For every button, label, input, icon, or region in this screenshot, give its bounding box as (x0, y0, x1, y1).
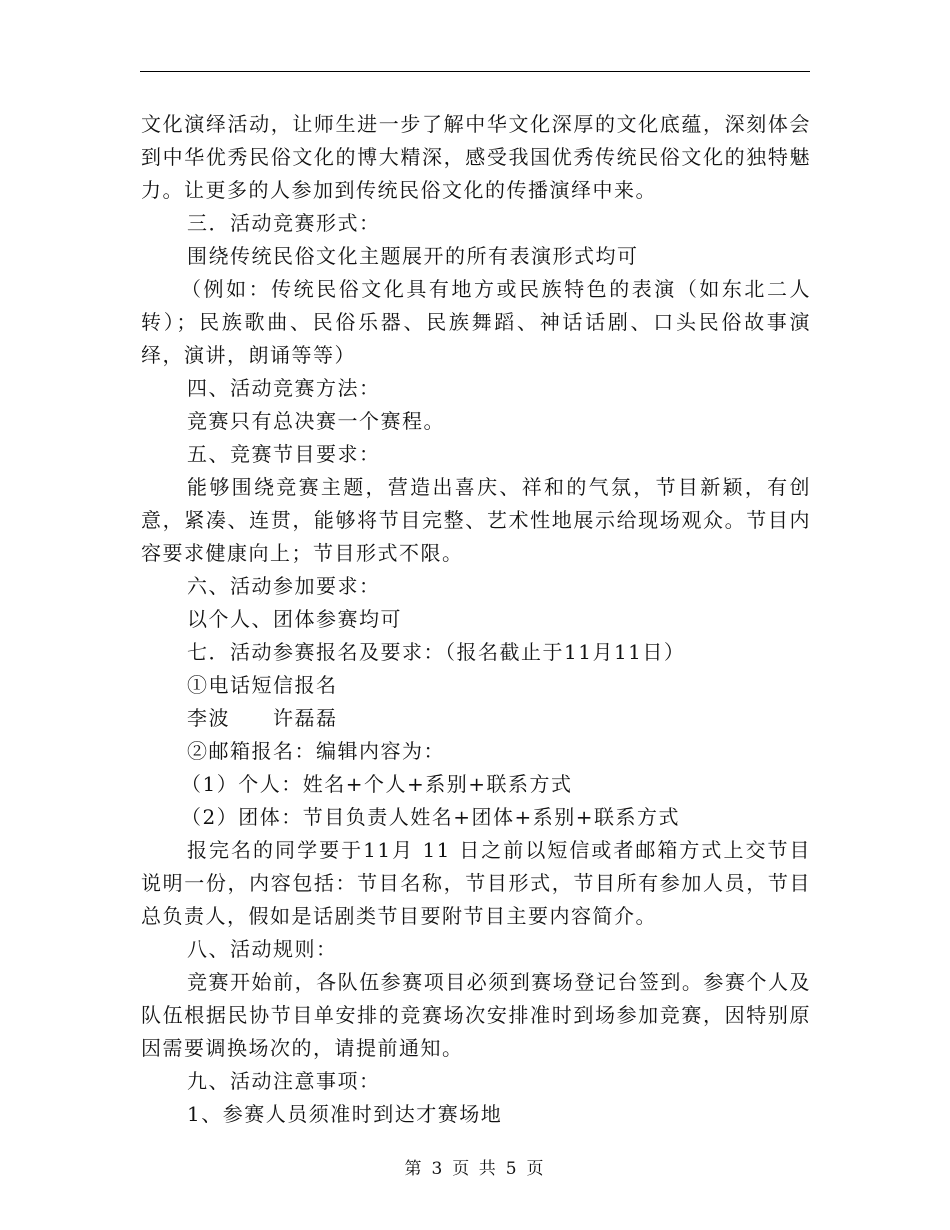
total-pages-number: 5 (505, 1159, 519, 1179)
section-heading-4: 四、活动竞赛方法： (187, 376, 381, 400)
body-paragraph: 围绕传统民俗文化主题展开的所有表演形式均可 (187, 244, 639, 268)
section-heading-6: 六、活动参加要求： (187, 574, 381, 598)
section-heading-3: 三．活动竞赛形式： (187, 211, 381, 235)
page-label-suffix: 页 (526, 1159, 546, 1179)
list-item: （2）团体：节目负责人姓名+团体+系别+联系方式 (181, 805, 680, 829)
body-paragraph: （例如：传统民俗文化具有地方或民族特色的表演（如东北二人转）；民族歌曲、民俗乐器、民族舞蹈、神话话剧、口头民俗故事演绎，演讲，朗诵等等） (141, 277, 811, 367)
body-paragraph: 竞赛只有总决赛一个赛程。 (187, 409, 445, 433)
contact-names: 李波 许磊磊 (187, 706, 338, 730)
section-heading-8: 八、活动规则： (187, 937, 338, 961)
body-paragraph: 竞赛开始前，各队伍参赛项目必须到赛场登记台签到。参赛个人及队伍根据民协节目单安排的竞赛场次安排准时到场参加竞赛，因特别原因需要调换场次的，请提前通知。 (141, 970, 811, 1060)
list-item: 1、参赛人员须准时到达才赛场地 (187, 1102, 503, 1126)
list-item: ②邮箱报名：编辑内容为： (187, 739, 445, 763)
body-paragraph: 能够围绕竞赛主题，营造出喜庆、祥和的气氛，节目新颖，有创意，紧凑、连贯，能够将节目完整、艺术性地展示给现场观众。节目内容要求健康向上；节目形式不限。 (141, 475, 811, 565)
section-heading-9: 九、活动注意事项： (187, 1069, 381, 1093)
list-item: （1）个人：姓名+个人+系别+联系方式 (181, 772, 573, 796)
section-heading-5: 五、竞赛节目要求： (187, 442, 381, 466)
page-label-mid: 页 共 (452, 1159, 498, 1179)
header-rule (140, 71, 810, 72)
body-paragraph: 报完名的同学要于11月 11 日之前以短信或者邮箱方式上交节目说明一份，内容包括：节目名称，节目形式，节目所有参加人员，节目总负责人，假如是话剧类节目要附节目主要内容简介。 (141, 838, 811, 928)
page-footer (0, 1154, 950, 1179)
current-page-number: 3 (431, 1159, 445, 1179)
document-body (141, 108, 811, 1131)
page-label-prefix: 第 (404, 1159, 424, 1179)
section-heading-7: 七．活动参赛报名及要求：（报名截止于11月11日） (187, 640, 686, 664)
body-paragraph: 文化演绎活动，让师生进一步了解中华文化深厚的文化底蕴，深刻体会到中华优秀民俗文化的博大精深，感受我国优秀传统民俗文化的独特魅力。让更多的人参加到传统民俗文化的传播演绎中来。 (141, 112, 811, 202)
body-paragraph: 以个人、团体参赛均可 (187, 607, 402, 631)
list-item: ①电话短信报名 (187, 673, 338, 697)
